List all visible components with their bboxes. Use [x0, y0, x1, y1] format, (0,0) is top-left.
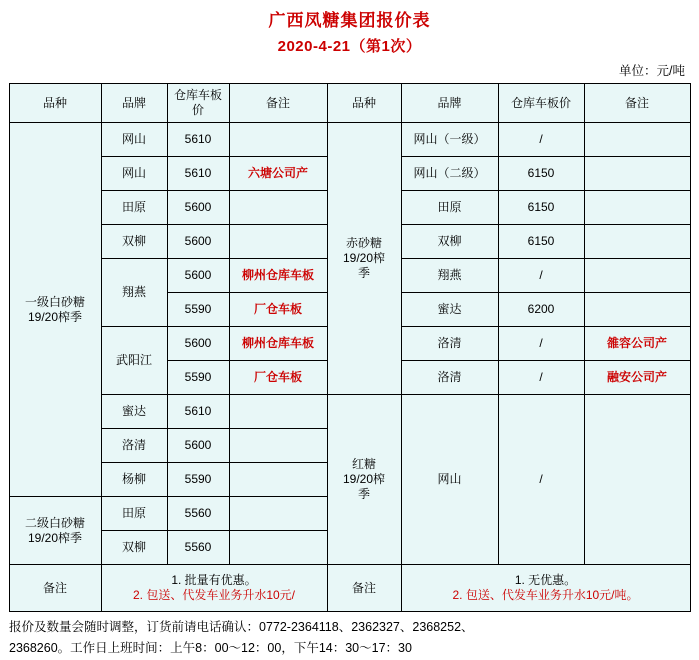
right-price: / [498, 395, 584, 565]
right-brand: 田原 [401, 191, 498, 225]
left-brand: 杨柳 [101, 463, 167, 497]
left-price: 5600 [167, 429, 229, 463]
header-right-variety: 品种 [327, 84, 401, 123]
unit-label: 单位：元/吨 [619, 64, 685, 78]
header-right-remark: 备注 [584, 84, 690, 123]
right-price: / [498, 123, 584, 157]
left-brand: 田原 [101, 497, 167, 531]
right-price: / [498, 259, 584, 293]
right-remark: 雒容公司产 [584, 327, 690, 361]
left-remark [229, 463, 327, 497]
right-price: 6150 [498, 191, 584, 225]
page-title: 广西凤糖集团报价表 [268, 11, 431, 30]
left-price: 5560 [167, 497, 229, 531]
left-remark [229, 395, 327, 429]
right-category-red-sugar [327, 395, 401, 565]
right-price: 6150 [498, 225, 584, 259]
right-price: 6200 [498, 293, 584, 327]
right-price: 6150 [498, 157, 584, 191]
right-remark [584, 259, 690, 293]
left-price: 5590 [167, 463, 229, 497]
left-price: 5600 [167, 191, 229, 225]
left-remark: 六塘公司产 [229, 157, 327, 191]
left-remark [229, 531, 327, 565]
left-note-line-2: 2. 包送、代发车业务升水10元/ [132, 588, 296, 602]
right-brand: 蜜达 [401, 293, 498, 327]
left-remark [229, 225, 327, 259]
right-remark [584, 293, 690, 327]
left-price: 5610 [167, 157, 229, 191]
right-remark [584, 395, 690, 565]
right-category-red-line2: 19/20榨 [342, 472, 386, 486]
table-row [9, 123, 690, 157]
table-header-row [9, 84, 690, 123]
right-brand: 网山 [401, 395, 498, 565]
right-remark [584, 225, 690, 259]
right-category-red-line1: 红糖 [351, 457, 376, 471]
right-note-line-1: 1. 无优惠。 [514, 573, 577, 587]
right-price: / [498, 361, 584, 395]
right-remark [584, 157, 690, 191]
right-category-red-line3: 季 [357, 487, 370, 501]
page-subtitle: 2020-4-21（第1次） [277, 38, 422, 55]
right-category-brown-line2: 19/20榨 [342, 251, 386, 265]
left-price: 5590 [167, 293, 229, 327]
left-brand: 网山 [101, 123, 167, 157]
header-left-remark: 备注 [229, 84, 327, 123]
left-price: 5610 [167, 123, 229, 157]
left-price: 5600 [167, 259, 229, 293]
left-category-grade2 [9, 497, 101, 565]
right-brand: 翔燕 [401, 259, 498, 293]
right-remark [584, 191, 690, 225]
right-category-brown-line3: 季 [357, 266, 370, 280]
right-brand: 洛清 [401, 327, 498, 361]
left-remark [229, 497, 327, 531]
notes-row [9, 565, 690, 612]
right-brand: 网山（二级） [401, 157, 498, 191]
right-price: / [498, 327, 584, 361]
left-remark: 厂仓车板 [229, 361, 327, 395]
left-category-grade2-line2: 19/20榨季 [27, 530, 83, 545]
left-notes-body [101, 565, 327, 612]
left-remark [229, 429, 327, 463]
header-left-brand: 品牌 [101, 84, 167, 123]
footer-line-1: 报价及数量会随时调整，订货前请电话确认：0772-2364118、2362327、2368252、 [9, 620, 474, 634]
price-table [9, 83, 691, 612]
left-remark: 厂仓车板 [229, 293, 327, 327]
left-brand: 网山 [101, 157, 167, 191]
left-price: 5590 [167, 361, 229, 395]
left-price: 5600 [167, 225, 229, 259]
left-note-line-1: 1. 批量有优惠。 [171, 573, 257, 587]
right-note-line-2: 2. 包送、代发车业务升水10元/吨。 [452, 588, 639, 602]
right-notes-label: 备注 [327, 565, 401, 612]
footer-contact [9, 612, 690, 660]
left-remark [229, 191, 327, 225]
right-category-brown-sugar [327, 123, 401, 395]
left-notes-label: 备注 [9, 565, 101, 612]
right-remark [584, 123, 690, 157]
right-brand: 双柳 [401, 225, 498, 259]
left-brand: 洛清 [101, 429, 167, 463]
header-right-price: 仓库车板价 [498, 84, 584, 123]
header-left-price: 仓库车板价 [167, 84, 229, 123]
left-remark: 柳州仓库车板 [229, 259, 327, 293]
footer-line-2: 2368260。工作日上班时间：上午8：00～12：00，下午14：30～17：30 [9, 641, 412, 656]
right-brand: 网山（一级） [401, 123, 498, 157]
left-brand: 双柳 [101, 225, 167, 259]
left-brand: 翔燕 [101, 259, 167, 327]
left-category-grade2-line1: 二级白砂糖 [24, 515, 85, 530]
left-remark [229, 123, 327, 157]
left-brand: 双柳 [101, 531, 167, 565]
left-remark: 柳州仓库车板 [229, 327, 327, 361]
right-remark: 融安公司产 [584, 361, 690, 395]
left-brand: 武阳江 [101, 327, 167, 395]
left-brand: 田原 [101, 191, 167, 225]
left-category-grade1-line2: 19/20榨季 [27, 309, 83, 324]
left-price: 5600 [167, 327, 229, 361]
table-row [9, 395, 690, 429]
left-price: 5560 [167, 531, 229, 565]
left-category-grade1-line1: 一级白砂糖 [24, 294, 85, 309]
left-brand: 蜜达 [101, 395, 167, 429]
right-notes-body [401, 565, 690, 612]
header-left-variety: 品种 [9, 84, 101, 123]
header-right-brand: 品牌 [401, 84, 498, 123]
right-brand: 洛清 [401, 361, 498, 395]
right-category-brown-line1: 赤砂糖 [345, 236, 382, 250]
left-price: 5610 [167, 395, 229, 429]
left-category-grade1 [9, 123, 101, 497]
